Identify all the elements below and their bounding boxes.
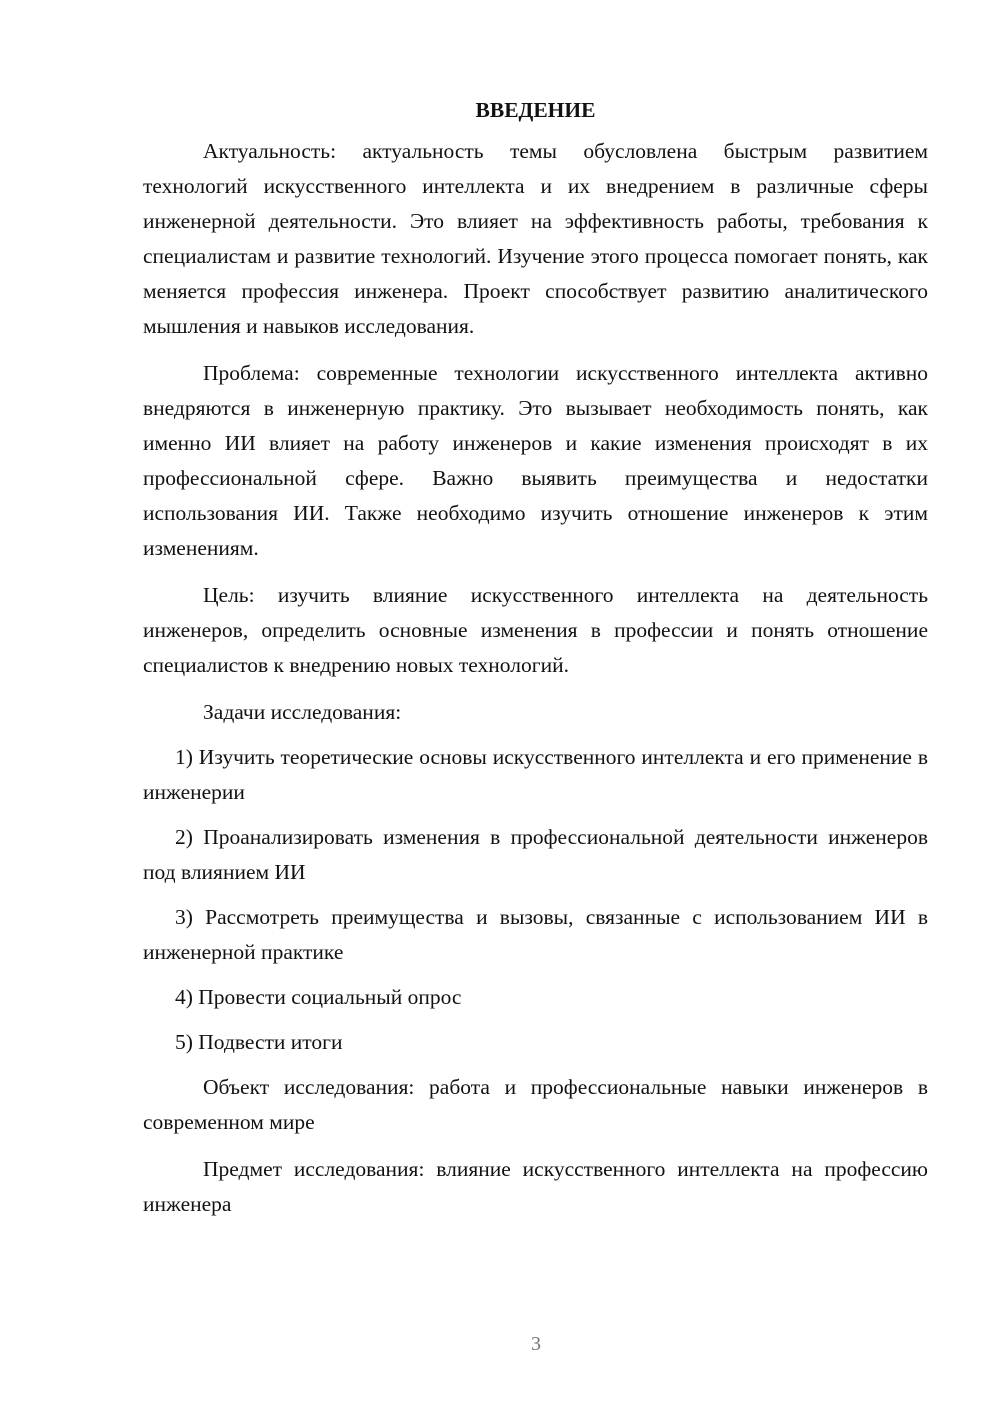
page-number: 3 [531,1333,541,1355]
task-item-1: 1) Изучить теоретические основы искусственного интеллекта и его применение в инженерии [143,745,928,804]
task-item-5: 5) Подвести итоги [175,1030,343,1054]
subject-paragraph: Предмет исследования: влияние искусственного интеллекта на профессию инженера [143,1157,928,1216]
page-content [143,93,928,1234]
problem-paragraph: Проблема: современные технологии искусственного интеллекта активно внедряются в инженерную практику. Это вызывает необходимость понять, как именно ИИ влияет на работу инженеров и какие изменения происходят в их профессиональной сфере. Важно выявить преимущества и недостатки использования ИИ. Также необходимо изучить отношение инженеров к этим изменениям. [143,361,928,560]
object-paragraph: Объект исследования: работа и профессиональные навыки инженеров в современном мире [143,1075,928,1134]
task-item-3: 3) Рассмотреть преимущества и вызовы, связанные с использованием ИИ в инженерной практике [143,905,928,964]
relevance-paragraph: Актуальность: актуальность темы обусловлена быстрым развитием технологий искусственного интеллекта и их внедрением в различные сферы инженерной деятельности. Это влияет на эффективность работы, требования к специалистам и развитие технологий. Изучение этого процесса помогает понять, как меняется профессия инженера. Проект способствует развитию аналитического мышления и навыков исследования. [143,139,928,338]
tasks-heading: Задачи исследования: [203,700,402,724]
page-title: ВВЕДЕНИЕ [475,98,596,122]
goal-paragraph: Цель: изучить влияние искусственного интеллекта на деятельность инженеров, определить основные изменения в профессии и понять отношение специалистов к внедрению новых технологий. [143,583,928,677]
task-item-4: 4) Провести социальный опрос [175,985,462,1009]
task-item-2: 2) Проанализировать изменения в профессиональной деятельности инженеров под влиянием ИИ [143,825,928,884]
